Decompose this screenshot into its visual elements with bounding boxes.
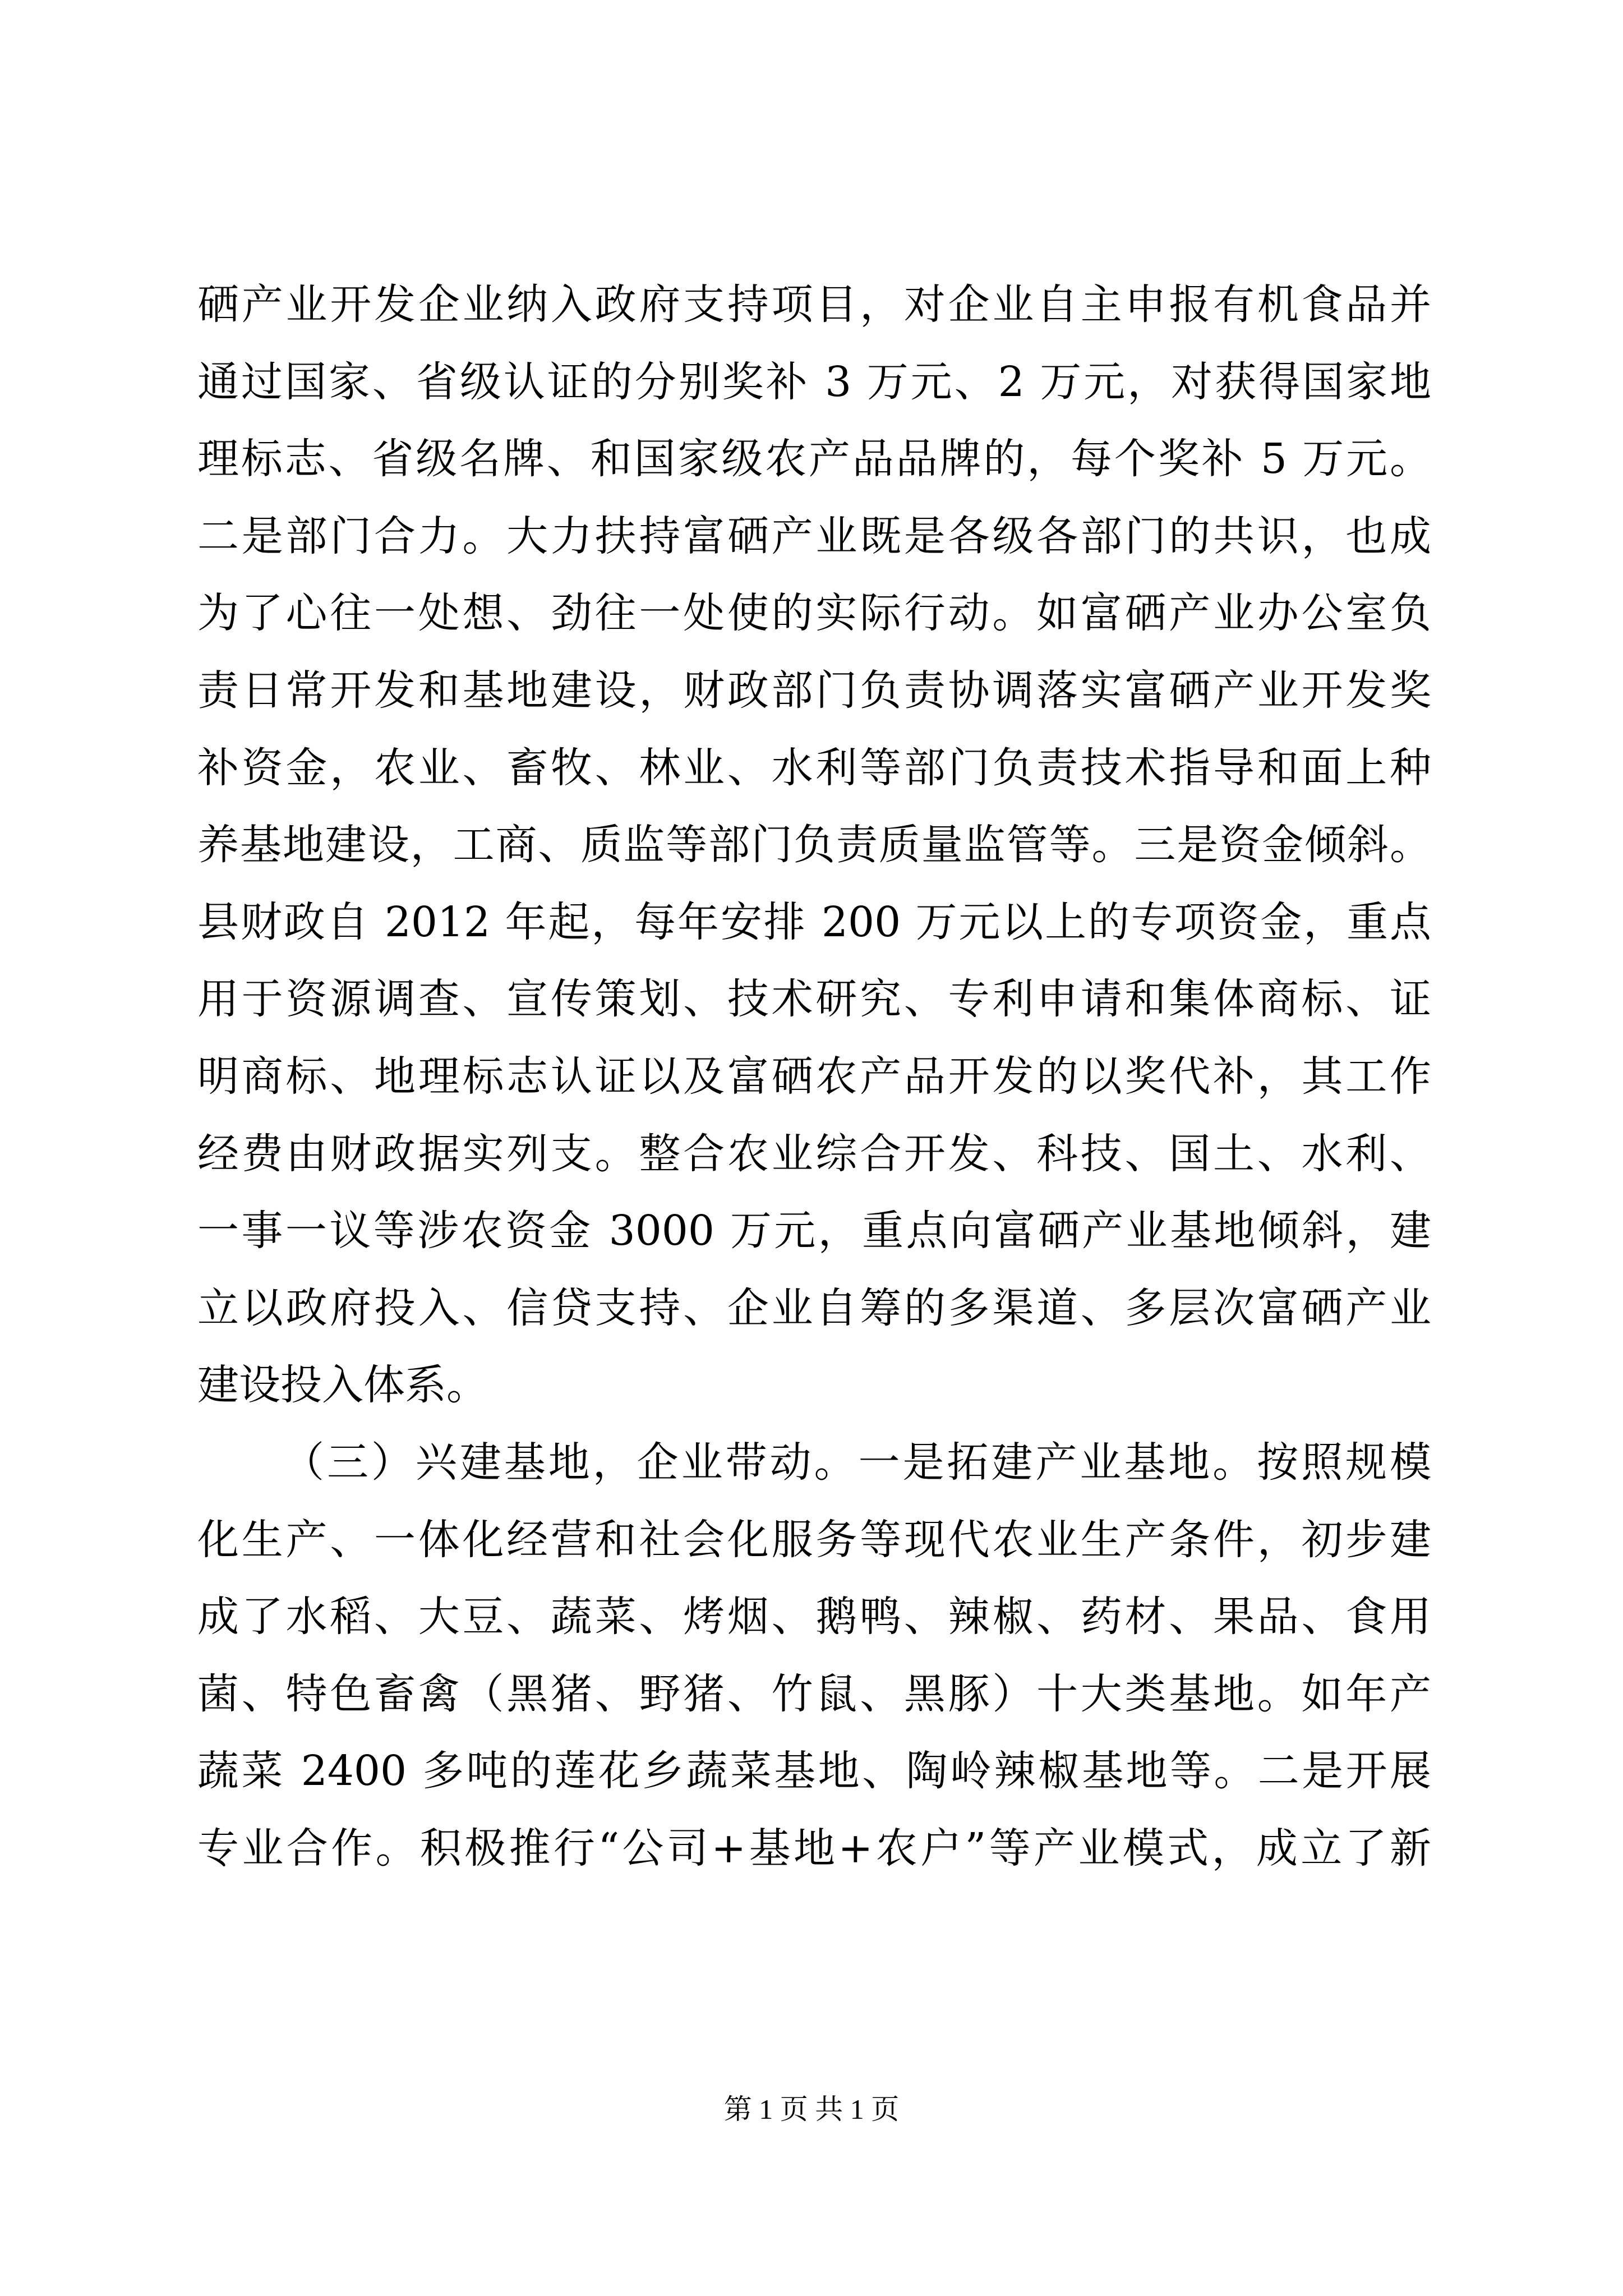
text-line: 立以政府投入、信贷支持、企业自筹的多渠道、多层次富硒产业	[197, 1283, 1431, 1332]
text-line: 县财政自 2012 年起，每年安排 200 万元以上的专项资金，重点	[197, 898, 1431, 946]
text-line: 养基地建设，工商、质监等部门负责质量监管等。三是资金倾斜。	[197, 821, 1431, 869]
text-line: 蔬菜 2400 多吨的莲花乡蔬菜基地、陶岭辣椒基地等。二是开展	[197, 1747, 1431, 1796]
page-footer	[0, 2092, 1623, 2126]
text-line: 理标志、省级名牌、和国家级农产品品牌的，每个奖补 5 万元。	[197, 435, 1431, 484]
text-line: 专业合作。积极推行“公司+基地+农户”等产业模式，成立了新	[197, 1824, 1431, 1872]
text-line: 建设投入体系。	[197, 1361, 488, 1410]
text-line: 经费由财政据实列支。整合农业综合开发、科技、国土、水利、	[197, 1129, 1431, 1178]
text-line: 成了水稻、大豆、蔬菜、烤烟、鹅鸭、辣椒、药材、果品、食用	[197, 1593, 1431, 1641]
text-line: 化生产、一体化经营和社会化服务等现代农业生产条件，初步建	[197, 1515, 1431, 1564]
text-line: 通过国家、省级认证的分别奖补 3 万元、2 万元，对获得国家地	[197, 357, 1431, 406]
text-line: 二是部门合力。大力扶持富硒产业既是各级各部门的共识，也成	[197, 512, 1431, 560]
text-line: 硒产业开发企业纳入政府支持项目，对企业自主申报有机食品并	[197, 280, 1431, 329]
text-line: 菌、特色畜禽（黑猪、野猪、竹鼠、黑豚）十大类基地。如年产	[197, 1669, 1431, 1718]
text-line: 补资金，农业、畜牧、林业、水利等部门负责技术指导和面上种	[197, 743, 1431, 792]
body-text	[197, 266, 1431, 1887]
text-line: 用于资源调查、宣传策划、技术研究、专利申请和集体商标、证	[197, 975, 1431, 1024]
page-number: 第 1 页 共 1 页	[723, 2093, 900, 2125]
text-line: （三）兴建基地，企业带动。一是拓建产业基地。按照规模	[283, 1438, 1431, 1487]
text-line: 一事一议等涉农资金 3000 万元，重点向富硒产业基地倾斜，建	[197, 1207, 1431, 1255]
text-line: 责日常开发和基地建设，财政部门负责协调落实富硒产业开发奖	[197, 666, 1431, 715]
text-line: 为了心往一处想、劲往一处使的实际行动。如富硒产业办公室负	[197, 589, 1431, 638]
text-line: 明商标、地理标志认证以及富硒农产品开发的以奖代补，其工作	[197, 1052, 1431, 1101]
